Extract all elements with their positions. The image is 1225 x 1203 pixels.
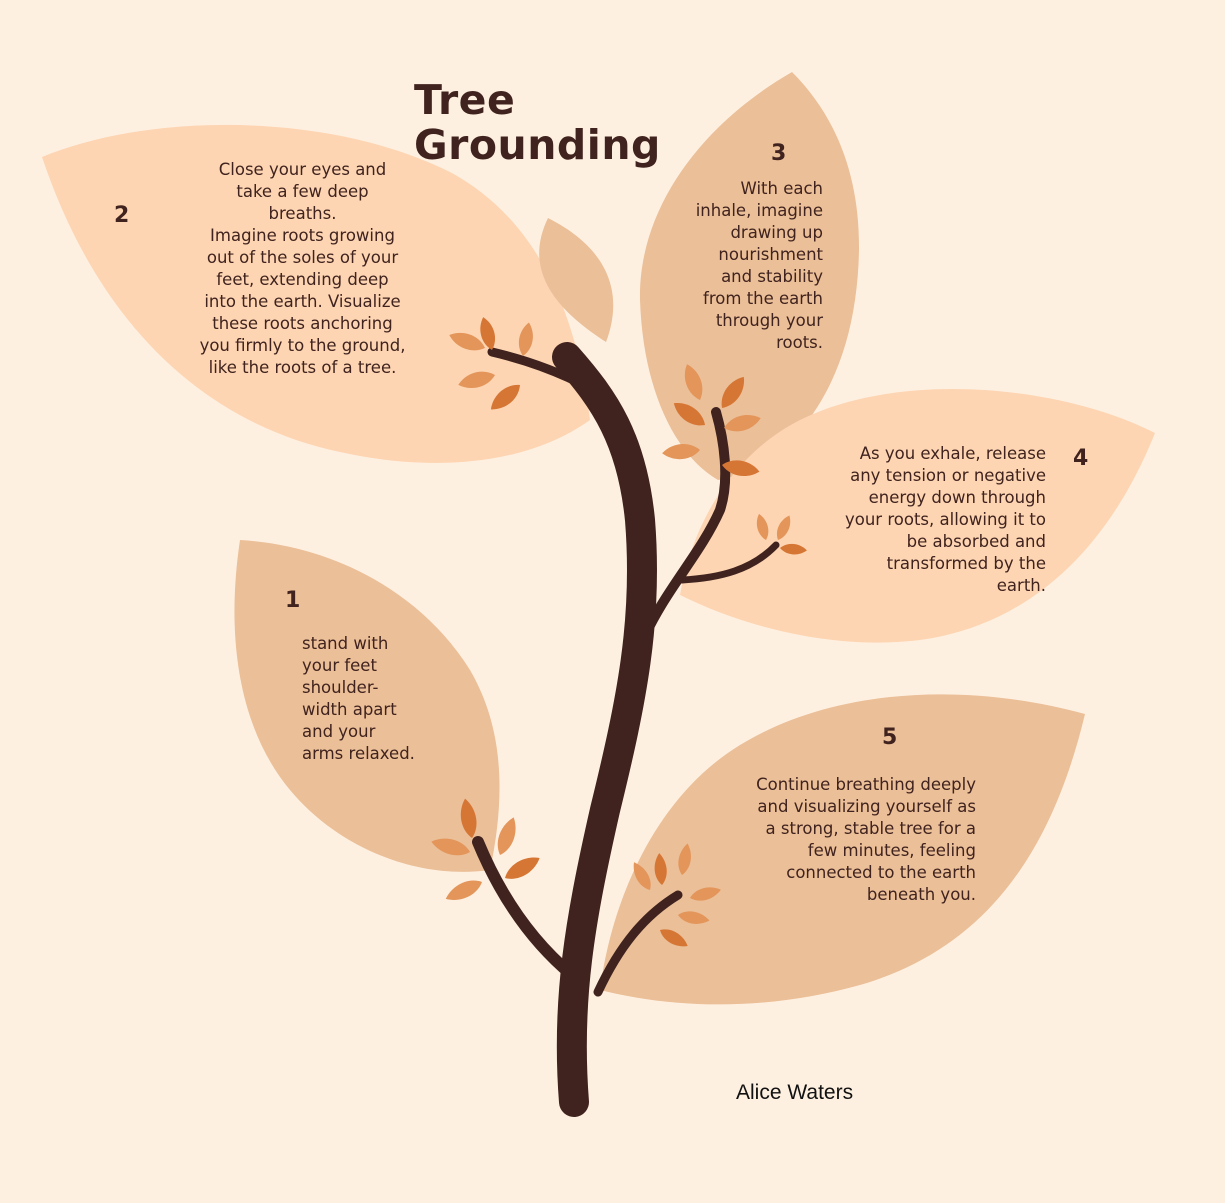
step-2-text: Close your eyes and take a few deep breaths. Imagine roots growing out of the soles of your feet, extending deep into the earth. Visualize these roots anchoring you firmly to the ground, like the roots of a tree.	[199, 160, 406, 377]
step-2-number: 2	[114, 203, 131, 228]
step-5-number: 5	[882, 725, 899, 750]
step-1-number: 1	[285, 588, 302, 613]
step-4-text: As you exhale, release any tension or negative energy down through your roots, allowing it to be absorbed and transformed by the earth.	[844, 444, 1046, 595]
step-5-text: Continue breathing deeply and visualizing yourself as a strong, stable tree for a few minutes, feeling connected to the earth beneath you.	[756, 775, 976, 904]
author-name: Alice Waters	[736, 1081, 854, 1104]
step-3-number: 3	[771, 141, 788, 166]
page-title: Tree Grounding	[414, 76, 661, 169]
step-4-number: 4	[1073, 446, 1090, 471]
step-3-text: With each inhale, imagine drawing up nourishment and stability from the earth through your roots.	[695, 179, 823, 352]
step-1-text: stand with your feet shoulder- width apart and your arms relaxed.	[302, 634, 415, 763]
